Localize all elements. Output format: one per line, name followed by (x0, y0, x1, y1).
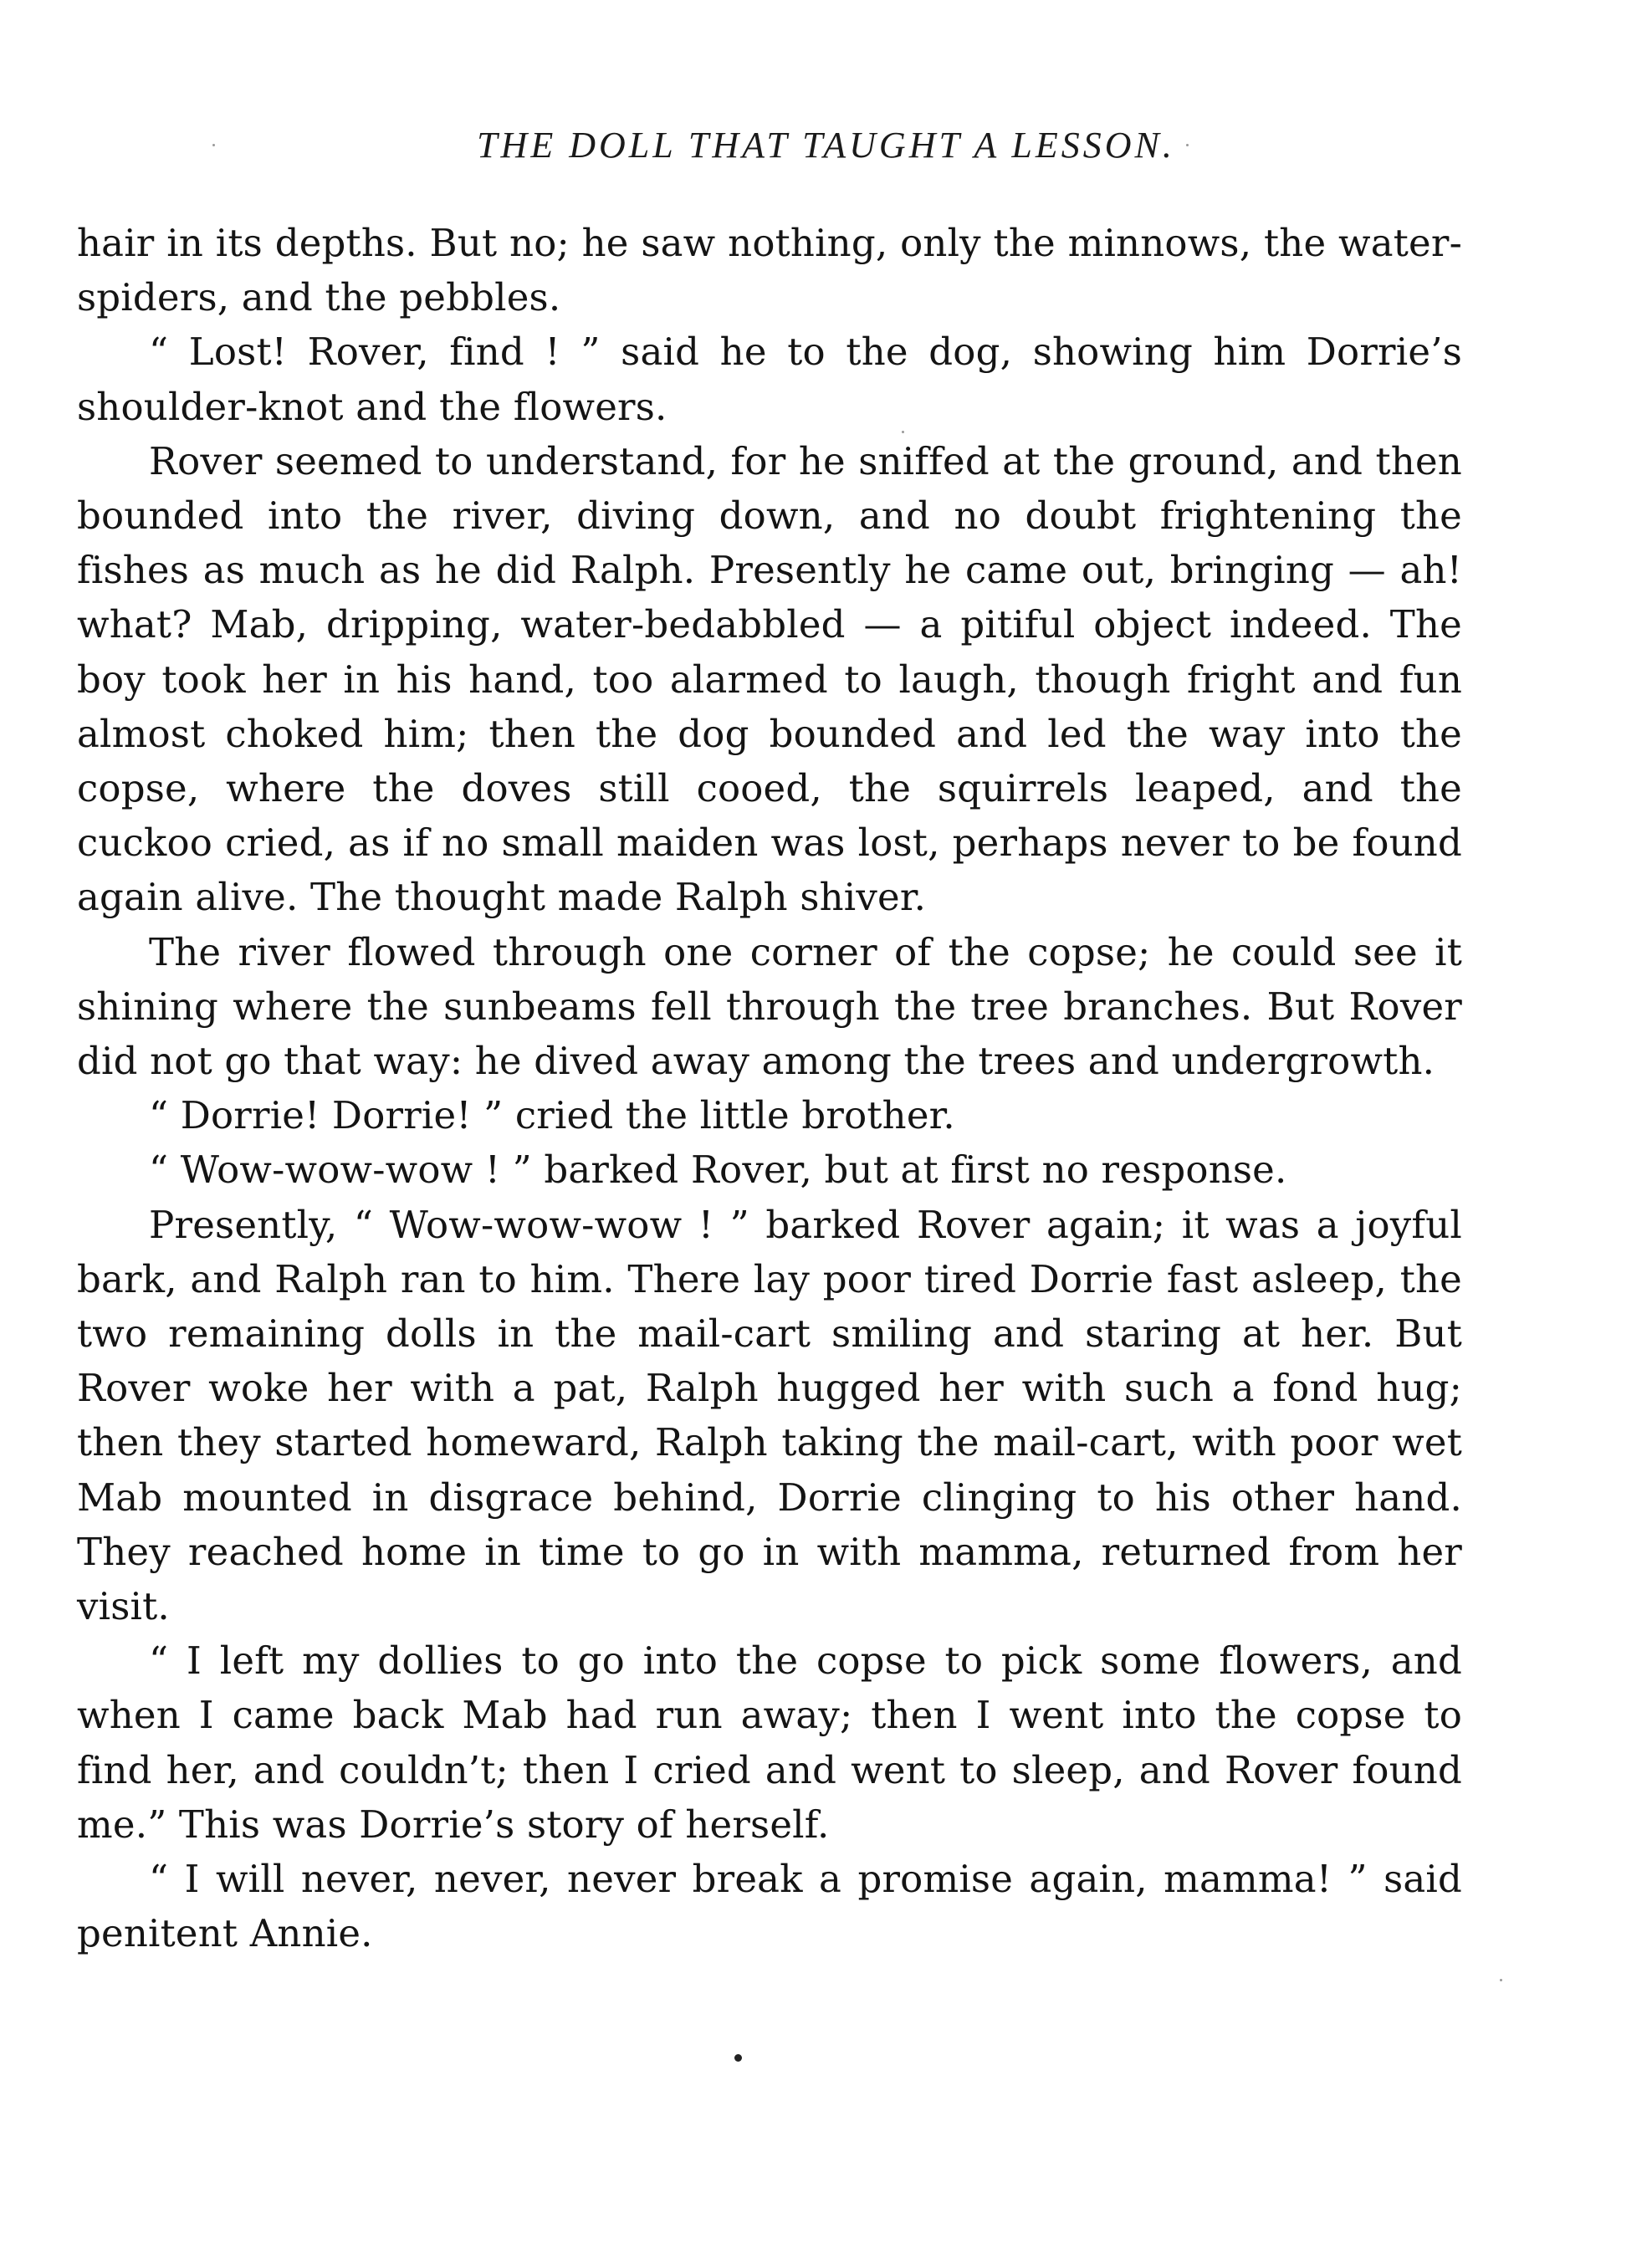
print-speck (902, 431, 904, 433)
running-head: THE DOLL THAT TAUGHT A LESSON. (477, 125, 1175, 166)
paragraph-6: “ Wow-wow-wow ! ” barked Rover, but at first no response. (149, 1148, 1287, 1193)
paragraph-8: “ I left my dollies to go into the copse to pick some flowers, and when I came back Mab had run away; then I went into the copse to find her, and couldn’t; then I cried and went to sleep, and Rover found me.” This was Dorrie’s story of herself. (77, 1638, 1462, 1847)
paragraph-5: “ Dorrie! Dorrie! ” cried the little brother. (149, 1093, 955, 1138)
paragraph-4: The river flowed through one corner of the copse; he could see it shining where the sunbeams fell through the tree branches. But Rover did not go that way: he dived away among the trees and undergrowth. (77, 929, 1462, 1084)
print-speck (1186, 144, 1189, 146)
print-speck (1500, 1979, 1502, 1981)
paragraph-3: Rover seemed to understand, for he sniffed at the ground, and then bounded into the river, diving down, and no doubt frightening the fishes as much as he did Ralph. Presently he came out, bringing — ah! what? Mab, dripping, water-bedabbled — a pitiful object indeed. The boy took her in his hand, too alarmed to laugh, though fright and fun almost choked him; then the dog bounded and led the way into the copse, where the doves still cooed, the squirrels leaped, and the cuckoo cried, as if no small maiden was lost, perhaps never to be found again alive. The thought made Ralph shiver. (77, 438, 1462, 920)
paragraph-9: “ I will never, never, never break a promise again, mamma! ” said penitent Annie. (77, 1857, 1462, 1956)
print-speck (212, 144, 215, 146)
end-ornament (734, 2054, 742, 2062)
paragraph-2: “ Lost! Rover, find ! ” said he to the dog, showing him Dorrie’s shoulder-knot and the flowers. (77, 330, 1462, 429)
body-text (77, 216, 1462, 1961)
paragraph-7: Presently, “ Wow-wow-wow ! ” barked Rover again; it was a joyful bark, and Ralph ran to him. There lay poor tired Dorrie fast asleep, the two remaining dolls in the mail-cart smiling and staring at her. But Rover woke her with a pat, Ralph hugged her with such a fond hug; then they started homeward, Ralph taking the mail-cart, with poor wet Mab mounted in disgrace behind, Dorrie clinging to his other hand. They reached home in time to go in with mamma, returned from her visit. (77, 1202, 1462, 1629)
paragraph-1: hair in its depths. But no; he saw nothing, only the minnows, the water-spiders, and the pebbles. (77, 221, 1462, 320)
